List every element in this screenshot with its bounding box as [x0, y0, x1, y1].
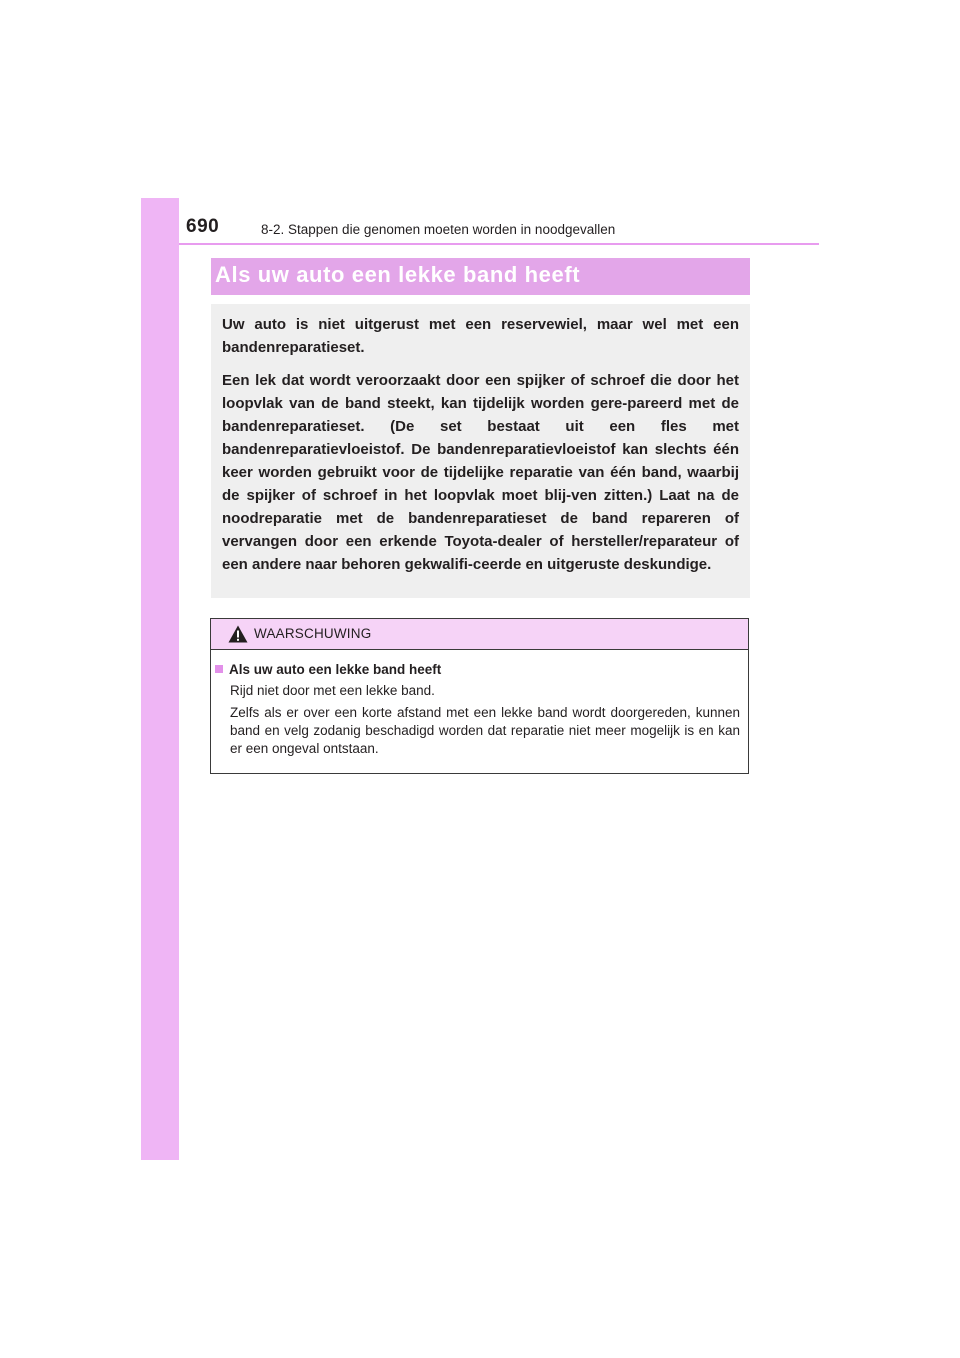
intro-text [222, 313, 739, 586]
warning-label: WAARSCHUWING [254, 626, 372, 641]
intro-paragraph: Uw auto is niet uitgerust met een reservewiel, maar wel met een bandenreparatieset. [222, 316, 739, 356]
warning-paragraph: Rijd niet door met een lekke band. [230, 683, 435, 698]
warning-heading [215, 661, 740, 679]
warning-body [215, 661, 740, 762]
warning-box [210, 618, 749, 774]
warning-heading-text: Als uw auto een lekke band heeft [229, 662, 442, 677]
section-title: Als uw auto een lekke band heeft [215, 262, 581, 287]
intro-paragraph: Een lek dat wordt veroorzaakt door een spijker of schroef die door het loopvlak van de band steekt, kan tijdelijk worden gere-pareerd met de bandenreparatieset. (De set bestaat uit een fles met bandenreparatievloeistof. De bandenreparatievloeistof kan slechts één keer worden gebruikt voor de tijdelijke reparatie van één band, waarbij de spijker of schroef in het loopvlak moet blij-ven zitten.) Laat na de noodreparatie met de bandenreparatieset de band repareren of vervangen door een erkende Toyota-dealer of hersteller/reparateur of een andere naar behoren gekwalifi-ceerde en uitgeruste deskundige. [222, 372, 739, 573]
header-rule [179, 243, 819, 245]
side-tab [141, 198, 179, 1160]
square-bullet-icon [215, 665, 223, 673]
page-number: 690 [186, 216, 220, 237]
warning-paragraph: Zelfs als er over een korte afstand met een lekke band wordt doorgereden, kunnen band en velg zodanig beschadigd worden dat reparatie niet meer mogelijk is en kan er een ongeval ontstaan. [230, 705, 740, 756]
warning-triangle-icon [228, 625, 248, 643]
warning-header [211, 619, 748, 650]
chapter-title: 8-2. Stappen die genomen moeten worden in noodgevallen [261, 222, 616, 237]
